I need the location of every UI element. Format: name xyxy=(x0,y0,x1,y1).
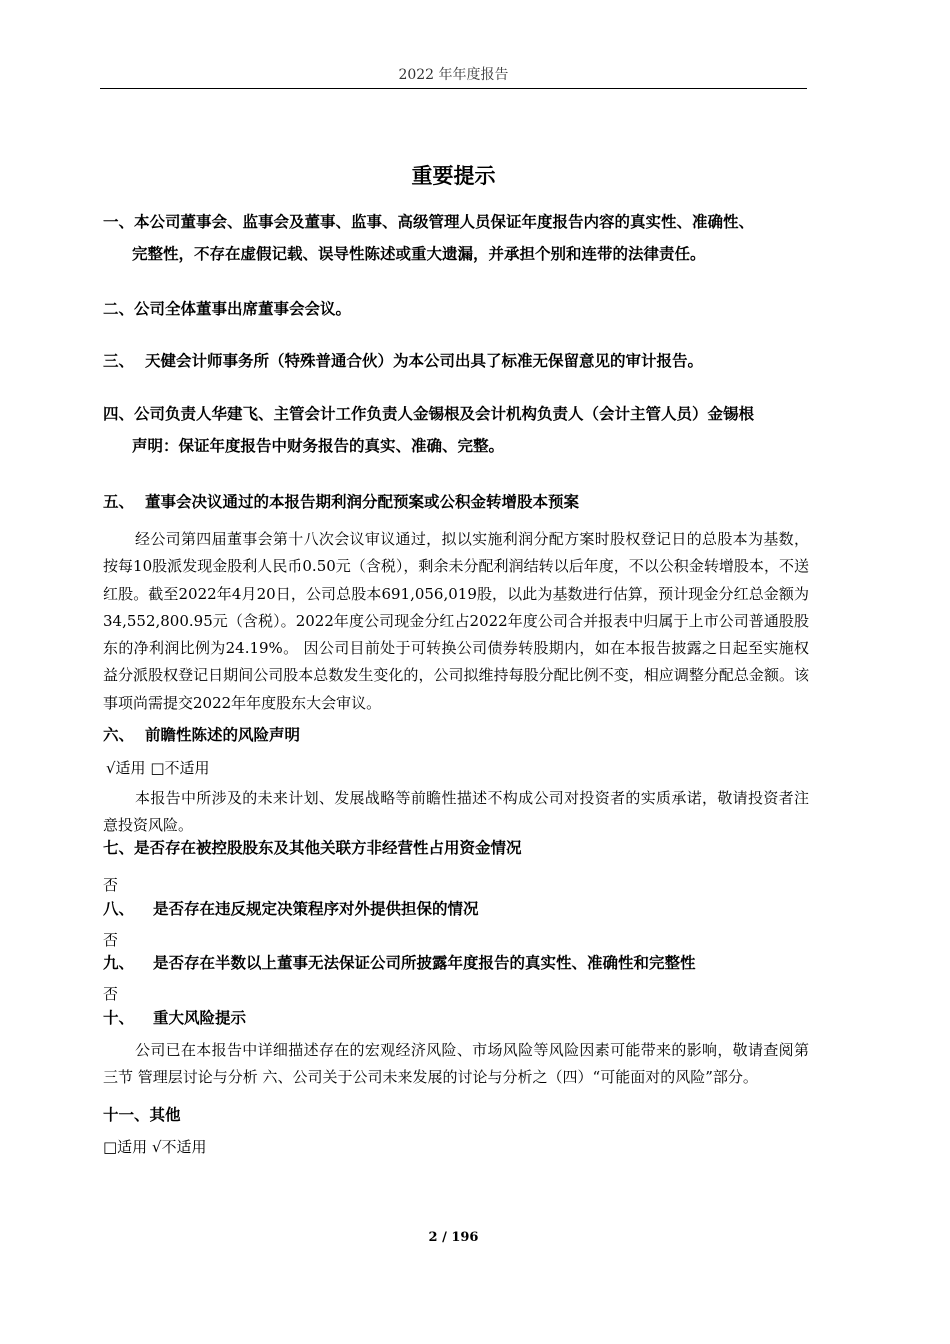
item-five-number: 五、 xyxy=(103,493,135,511)
item-eleven-number: 十一、 xyxy=(103,1106,150,1124)
page-number: 2 / 196 xyxy=(428,1230,479,1245)
item-nine-number: 九、 xyxy=(103,954,135,972)
item-eleven-option: □适用 √不适用 xyxy=(103,1138,207,1156)
item-three-number: 三、 xyxy=(103,352,135,370)
item-nine-heading xyxy=(103,947,813,979)
item-ten-body: 公司已在本报告中详细描述存在的宏观经济风险、市场风险等风险因素可能带来的影响，敬请查阅第三节 管理层讨论与分析 六、公司关于公司未来发展的讨论与分析之（四）“可能面对的风险”部分。 xyxy=(103,1041,809,1087)
item-eight-answer: 否 xyxy=(103,931,119,949)
item-six-text: 前瞻性陈述的风险声明 xyxy=(145,726,301,744)
item-seven-text: 是否存在被控股股东及其他关联方非经营性占用资金情况 xyxy=(134,839,522,857)
item-three-heading xyxy=(103,345,813,377)
item-seven-heading xyxy=(103,832,813,864)
item-five-body: 经公司第四届董事会第十八次会议审议通过，拟以实施利润分配方案时股权登记日的总股本为基数，按每10股派发现金股利人民币0.50元（含税），剩余未分配利润结转以后年度，不以公积金转增股本，不送红股。截至2022年4月20日，公司总股本691,056,019股，以此为基数进行估算，预计现金分红总金额为34,552,800.95元（含税）。2022年度公司现金分红占2022年度公司合并报表中归属于上市公司普通股股东的净利润比例为24.19%。 因公司目前处于可转换公司债券转股期内，如在本报告披露之日起至实施权益分派股权登记日期间公司股本总数发生变化的，公司拟维持每股分配比例不变，相应调整分配总金额。该事项尚需提交2022年年度股东大会审议。 xyxy=(103,530,809,712)
item-two-text: 公司全体董事出席董事会会议。 xyxy=(134,300,352,318)
item-two-number: 二、 xyxy=(103,300,135,318)
item-one-line2: 完整性，不存在虚假记载、误导性陈述或重大遗漏，并承担个别和连带的法律责任。 xyxy=(132,245,706,263)
item-eight-number: 八、 xyxy=(103,900,135,918)
header-rule xyxy=(100,88,807,89)
item-eleven-heading xyxy=(103,1099,813,1131)
item-six-option: √适用 □不适用 xyxy=(106,759,210,777)
item-three-text: 天健会计师事务所（特殊普通合伙）为本公司出具了标准无保留意见的审计报告。 xyxy=(145,352,704,370)
item-four-heading xyxy=(103,398,813,430)
item-five-text: 董事会决议通过的本报告期利润分配预案或公积金转增股本预案 xyxy=(145,493,580,511)
item-four-line1: 公司负责人华建飞、主管会计工作负责人金锡根及会计机构负责人（会计主管人员）金锡根 xyxy=(134,405,755,423)
item-seven-number: 七、 xyxy=(103,839,135,857)
item-six-heading xyxy=(103,719,813,751)
item-one-number: 一、 xyxy=(103,213,135,231)
item-one-line1: 本公司董事会、监事会及董事、监事、高级管理人员保证年度报告内容的真实性、准确性、 xyxy=(134,213,755,231)
item-one-heading xyxy=(103,206,813,238)
item-nine-answer: 否 xyxy=(103,985,119,1003)
item-ten-heading xyxy=(103,1002,813,1034)
page-title: 重要提示 xyxy=(411,164,496,188)
item-nine-text: 是否存在半数以上董事无法保证公司所披露年度报告的真实性、准确性和完整性 xyxy=(153,954,696,972)
item-ten-text: 重大风险提示 xyxy=(153,1009,247,1027)
item-eleven-text: 其他 xyxy=(149,1106,181,1124)
item-eight-heading xyxy=(103,893,813,925)
item-seven-answer: 否 xyxy=(103,876,119,894)
item-five-heading xyxy=(103,486,813,518)
item-six-number: 六、 xyxy=(103,726,135,744)
item-ten-number: 十、 xyxy=(103,1009,135,1027)
item-eight-text: 是否存在违反规定决策程序对外提供担保的情况 xyxy=(153,900,479,918)
item-four-number: 四、 xyxy=(103,405,135,423)
page-header: 2022 年年度报告 xyxy=(398,67,509,83)
item-four-line2: 声明：保证年度报告中财务报告的真实、准确、完整。 xyxy=(132,437,505,455)
item-six-body: 本报告中所涉及的未来计划、发展战略等前瞻性描述不构成公司对投资者的实质承诺，敬请投资者注意投资风险。 xyxy=(103,789,809,835)
item-two-heading xyxy=(103,293,813,325)
